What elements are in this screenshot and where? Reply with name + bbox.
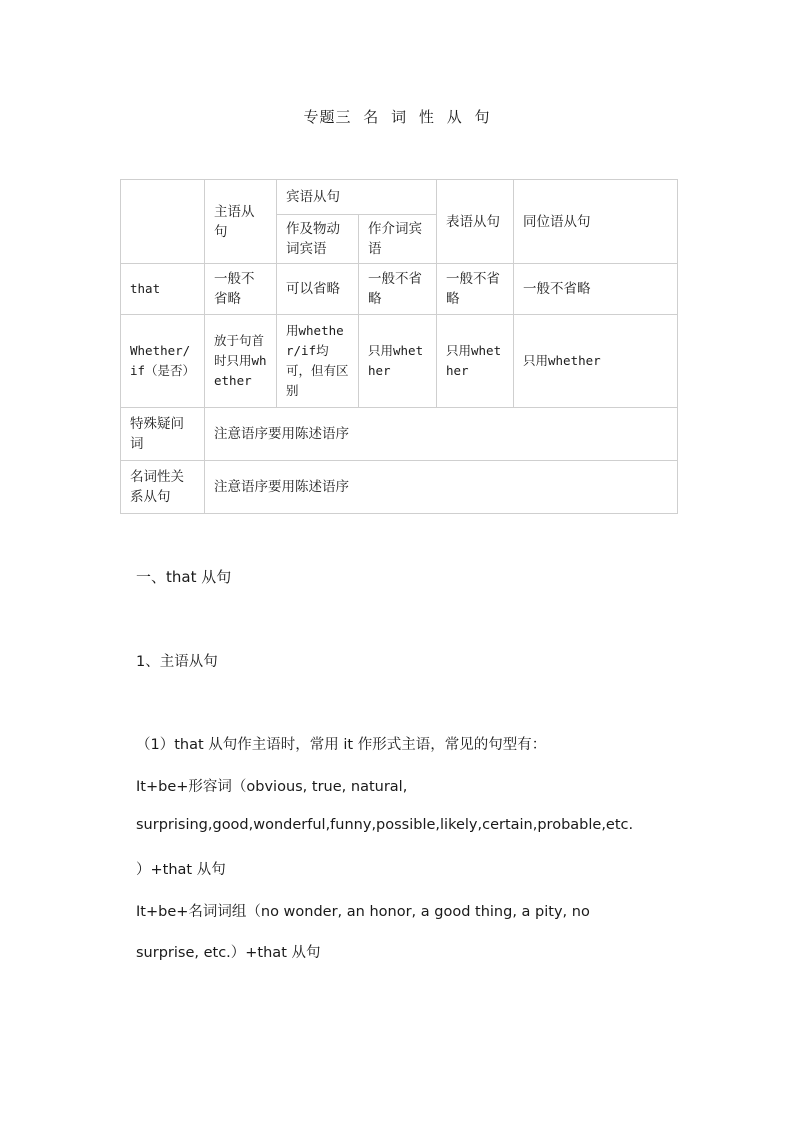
- title-part: 专题三: [303, 108, 352, 126]
- header-object-prep: 作介词宾语: [359, 215, 437, 264]
- clause-comparison-table: [120, 179, 678, 514]
- title-part: 名: [363, 108, 380, 126]
- table-corner-cell: [121, 180, 205, 264]
- header-subject: 主语从句: [205, 180, 277, 264]
- header-object-verb: 作及物动词宾语: [277, 215, 359, 264]
- page-title: [0, 106, 794, 127]
- header-object: 宾语从句: [277, 180, 437, 215]
- table-cell: 一般不省略: [437, 264, 514, 315]
- table-cell: 只用whether: [359, 315, 437, 408]
- row-label: Whether/if（是否）: [121, 315, 205, 408]
- row-label: 名词性关系从句: [121, 461, 205, 514]
- subsection-heading: 1、主语从句: [136, 654, 218, 670]
- header-predicative: 表语从句: [437, 180, 514, 264]
- table-cell: 一般不省略: [205, 264, 277, 315]
- paragraph: surprising,good,wonderful,funny,possible,likely,certain,probable,etc.: [136, 817, 634, 833]
- section-heading: 一、that 从句: [136, 568, 232, 586]
- table-cell: 一般不省略: [359, 264, 437, 315]
- row-label: that: [121, 264, 205, 315]
- paragraph: It+be+形容词（obvious, true, natural,: [136, 779, 408, 795]
- paragraph: （1）that 从句作主语时，常用 it 作形式主语，常见的句型有：: [136, 737, 547, 753]
- table-merged-cell: 注意语序要用陈述语序: [205, 461, 678, 514]
- table-cell: 可以省略: [277, 264, 359, 315]
- table-cell: 只用whether: [437, 315, 514, 408]
- table-row: [121, 264, 678, 315]
- table-header-row: [121, 180, 678, 215]
- title-part: 词: [391, 108, 408, 126]
- title-part: 句: [474, 108, 491, 126]
- title-part: 从: [446, 108, 463, 126]
- table-cell: 放于句首时只用whether: [205, 315, 277, 408]
- table-cell: 一般不省略: [514, 264, 678, 315]
- table-cell: 用whether/if均可，但有区别: [277, 315, 359, 408]
- header-appositive: 同位语从句: [514, 180, 678, 264]
- table-merged-cell: 注意语序要用陈述语序: [205, 408, 678, 461]
- paragraph: It+be+名词词组（no wonder, an honor, a good thing, a pity, no: [136, 904, 590, 920]
- table-row: [121, 315, 678, 408]
- table-cell: 只用whether: [514, 315, 678, 408]
- row-label: 特殊疑问词: [121, 408, 205, 461]
- title-part: 性: [418, 108, 435, 126]
- table-row: [121, 408, 678, 461]
- table-row: [121, 461, 678, 514]
- paragraph: surprise, etc.）+that 从句: [136, 945, 321, 961]
- paragraph: ）+that 从句: [136, 862, 226, 878]
